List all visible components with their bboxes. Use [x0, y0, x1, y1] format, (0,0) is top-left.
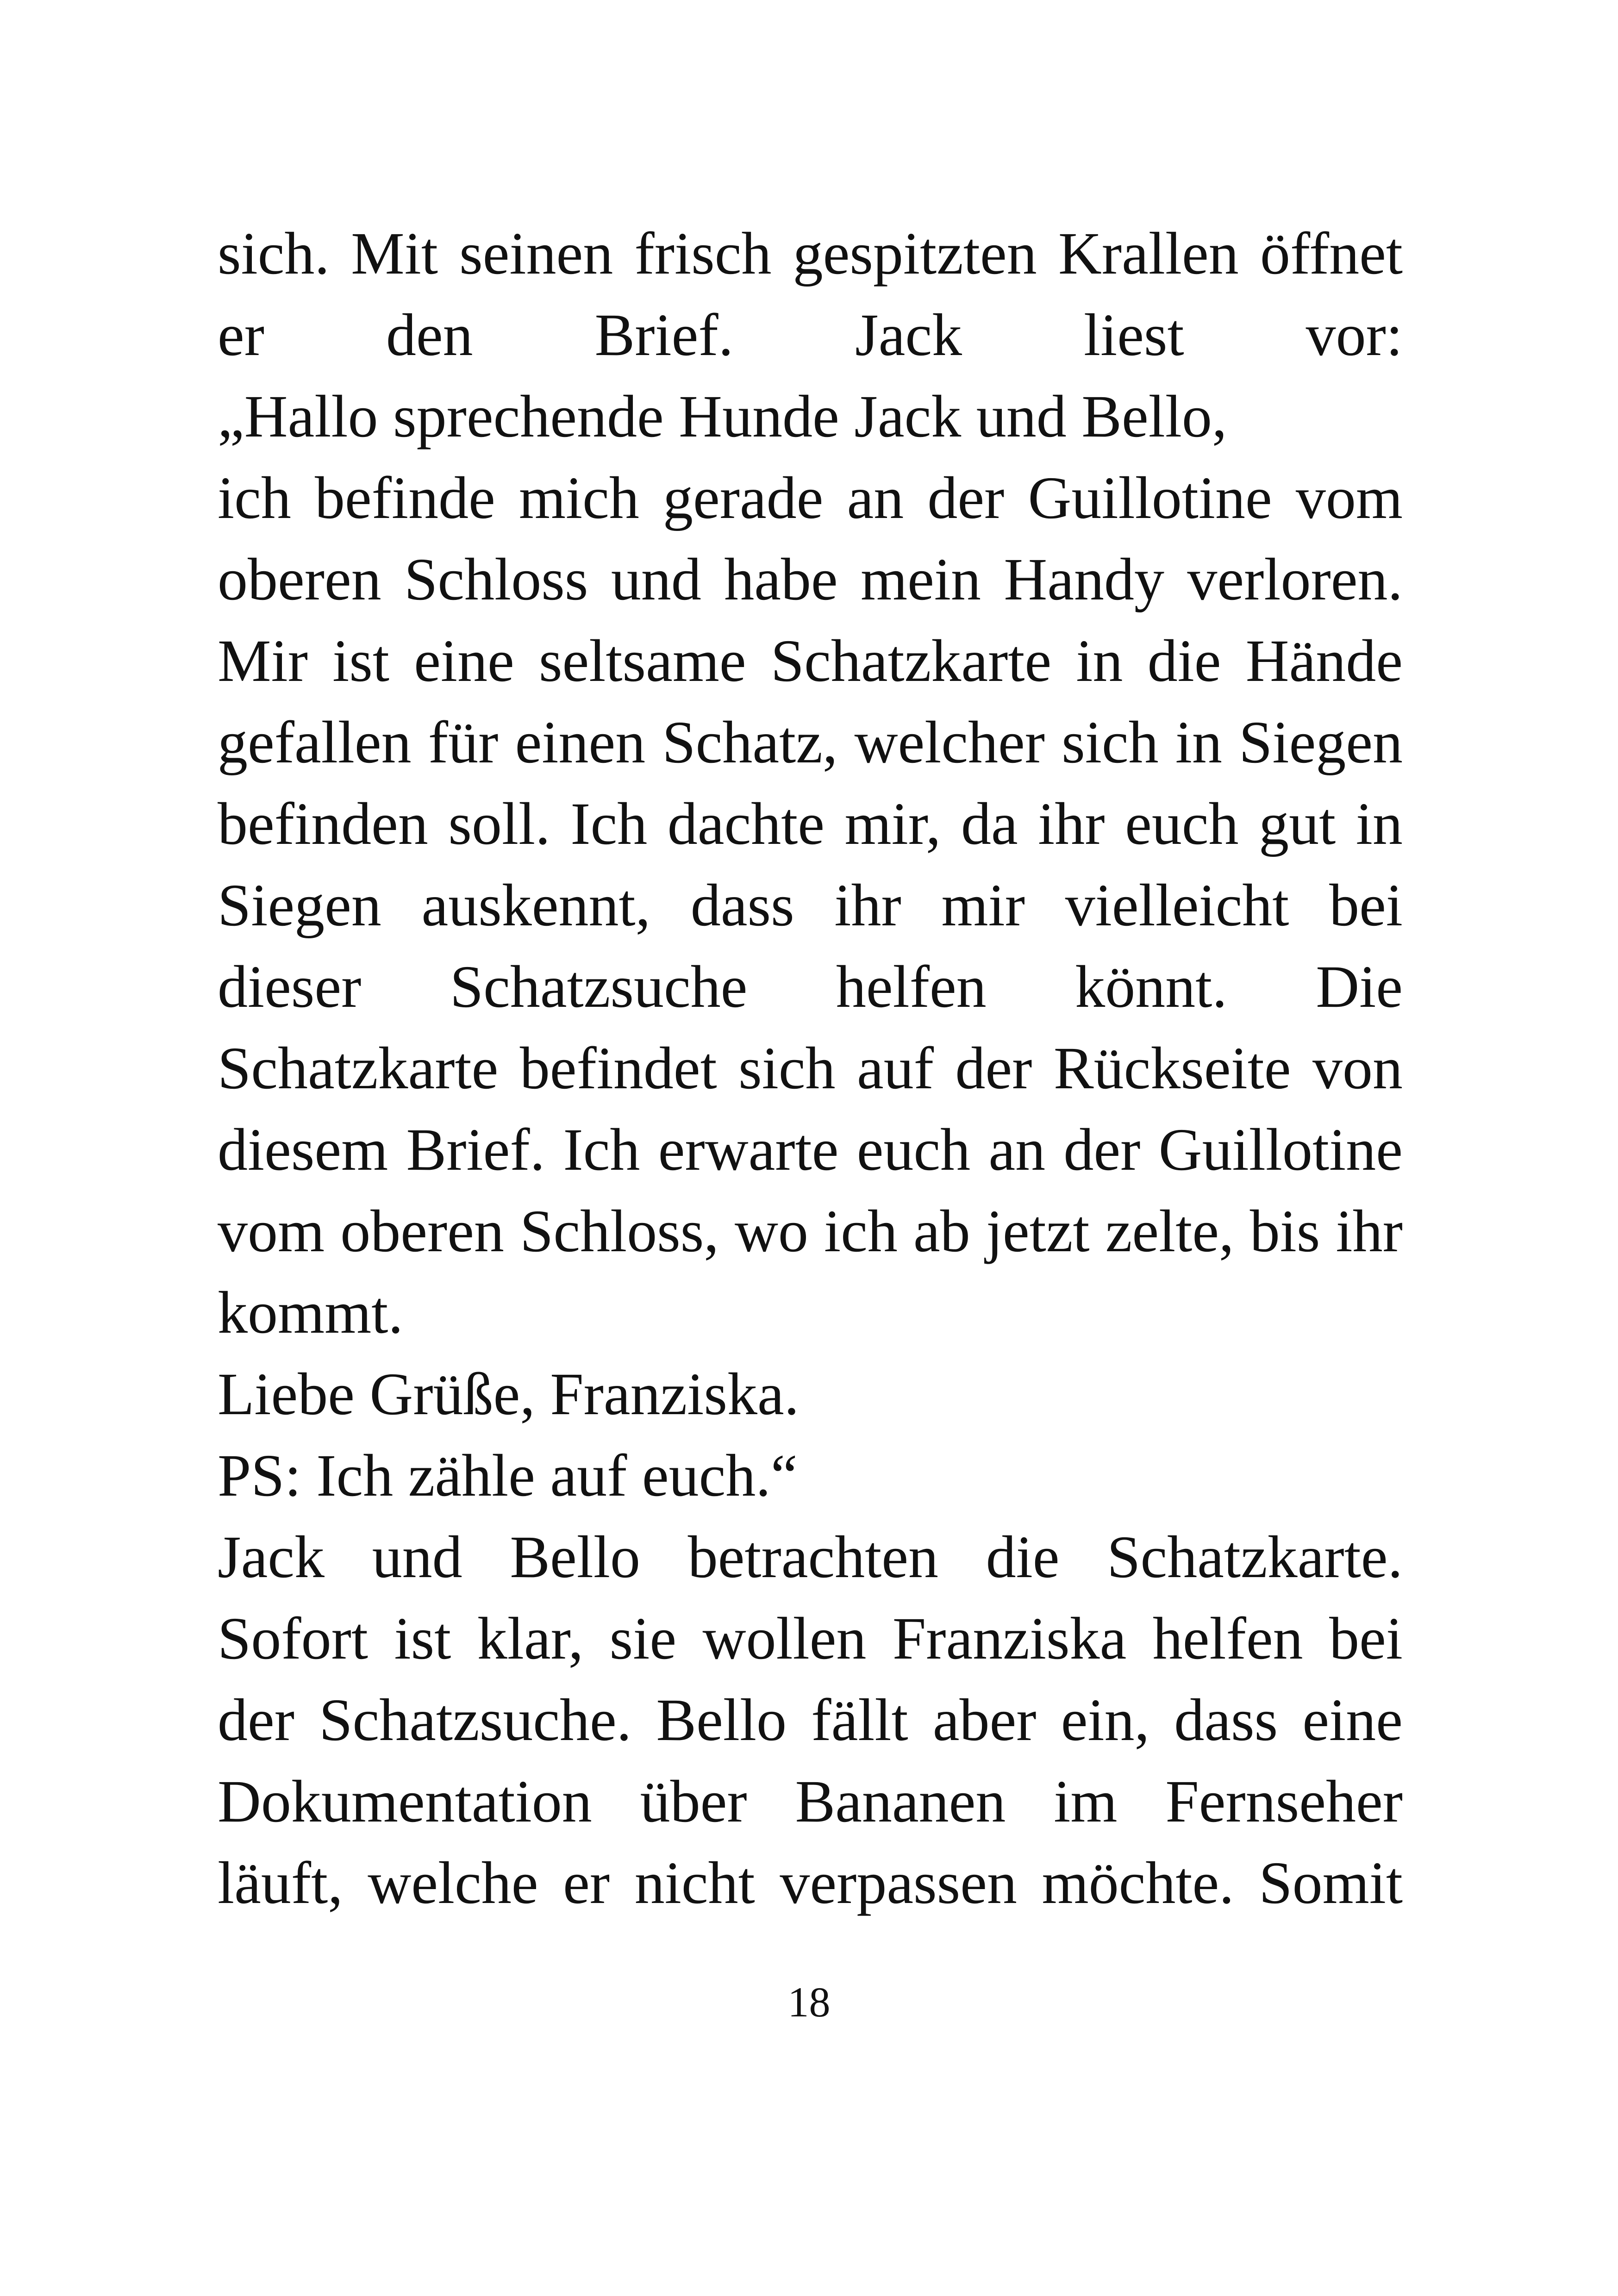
word: welche — [368, 1850, 538, 1916]
word: an — [988, 1117, 1046, 1183]
text-line — [218, 620, 1403, 702]
word: Die — [1316, 954, 1403, 1020]
word: habe — [724, 546, 838, 613]
word: seltsame — [538, 628, 746, 694]
word: Somit — [1259, 1850, 1403, 1916]
word: der — [218, 1687, 294, 1753]
word: an — [847, 465, 904, 531]
word: die — [1147, 628, 1221, 694]
word: über — [640, 1768, 747, 1835]
word: ihr — [1336, 1198, 1403, 1265]
word: ihr — [1038, 791, 1105, 857]
word: gefallen — [218, 709, 412, 776]
word: sich — [1062, 709, 1159, 776]
word: befinde — [314, 465, 495, 531]
word: Schatzkarte. — [1107, 1524, 1403, 1591]
text-line — [218, 213, 1403, 294]
word: ihr — [834, 872, 901, 939]
word: Rückseite — [1053, 1035, 1291, 1102]
word: bei — [1329, 1605, 1403, 1672]
word: mein — [861, 546, 981, 613]
word: klar, — [477, 1605, 584, 1672]
word: gespitzten — [793, 220, 1037, 287]
word: befinden — [218, 791, 428, 857]
word: ich — [824, 1198, 898, 1265]
word: bis — [1249, 1198, 1320, 1265]
word: vielleicht — [1065, 872, 1289, 939]
word: ab — [913, 1198, 970, 1265]
word: vor: — [1306, 302, 1403, 368]
word: Guillotine — [1028, 465, 1272, 531]
word: Schatzkarte — [218, 1035, 499, 1102]
word: vom — [1295, 465, 1403, 531]
text-line: Liebe Grüße, Franziska. — [218, 1361, 800, 1428]
word: mir — [941, 872, 1025, 939]
word: läuft, — [218, 1850, 343, 1916]
word: da — [961, 791, 1018, 857]
word: dieser — [218, 954, 362, 1020]
word: aber — [932, 1687, 1037, 1753]
word: mir, — [844, 791, 941, 857]
word: die — [986, 1524, 1060, 1591]
word: der — [1063, 1117, 1141, 1183]
word: auf — [857, 1035, 934, 1102]
text-line — [218, 539, 1403, 620]
word: euch — [856, 1117, 971, 1183]
text-line: „Hallo sprechende Hunde Jack und Bello, — [218, 383, 1227, 450]
word: der — [955, 1035, 1032, 1102]
word: Sofort — [218, 1605, 368, 1672]
word: dass — [690, 872, 794, 939]
word: Schatzsuche — [450, 954, 748, 1020]
word: Schatzsuche. — [319, 1687, 632, 1753]
word: er — [218, 302, 264, 368]
word: und — [372, 1524, 462, 1591]
word: liest — [1084, 302, 1184, 368]
text-line — [218, 702, 1403, 783]
word: diesem — [218, 1117, 388, 1183]
word: seinen — [459, 220, 613, 287]
word: euch — [1125, 791, 1239, 857]
word: sich — [738, 1035, 836, 1102]
word: Schatzkarte — [770, 628, 1052, 694]
word: auskennt, — [421, 872, 651, 939]
text-line — [218, 1761, 1403, 1842]
word: frisch — [634, 220, 772, 287]
word: Hände — [1245, 628, 1403, 694]
word: fällt — [811, 1687, 908, 1753]
word: eine — [414, 628, 514, 694]
word: Bello — [656, 1687, 787, 1753]
word: helfen — [1152, 1605, 1303, 1672]
word: und — [611, 546, 701, 613]
word: von — [1312, 1035, 1403, 1102]
word: mich — [519, 465, 639, 531]
word: möchte. — [1042, 1850, 1234, 1916]
word: Dokumentation — [218, 1768, 592, 1835]
word: sie — [609, 1605, 677, 1672]
word: Mir — [218, 628, 308, 694]
word: Brief. — [406, 1117, 545, 1183]
word: könnt. — [1075, 954, 1227, 1020]
text-line — [218, 1516, 1403, 1598]
word: verloren. — [1187, 546, 1403, 613]
word: gerade — [663, 465, 824, 531]
word: einen — [515, 709, 646, 776]
word: soll. — [448, 791, 550, 857]
word: dass — [1174, 1687, 1278, 1753]
word: Franziska — [892, 1605, 1127, 1672]
word: verpassen — [780, 1850, 1017, 1916]
word: Ich — [570, 791, 648, 857]
word: vom — [218, 1198, 325, 1265]
word: befindet — [519, 1035, 717, 1102]
word: öffnet — [1260, 220, 1403, 287]
word: betrachten — [687, 1524, 938, 1591]
word: in — [1175, 709, 1222, 776]
word: oberen — [218, 546, 381, 613]
text-line: PS: Ich zähle auf euch.“ — [218, 1442, 798, 1509]
body-text — [218, 213, 1403, 1924]
word: den — [386, 302, 473, 368]
word: Handy — [1004, 546, 1164, 613]
word: helfen — [836, 954, 987, 1020]
word: Fernseher — [1165, 1768, 1403, 1835]
word: bei — [1329, 872, 1403, 939]
text-line — [218, 1842, 1403, 1924]
text-line — [218, 294, 1403, 376]
word: oberen — [340, 1198, 504, 1265]
word: ist — [394, 1605, 451, 1672]
word: für — [428, 709, 499, 776]
word: Mit — [351, 220, 438, 287]
word: welcher — [854, 709, 1045, 776]
word: Ich — [563, 1117, 640, 1183]
text-line — [218, 1191, 1403, 1272]
word: Jack — [855, 302, 962, 368]
word: dachte — [667, 791, 825, 857]
word: eine — [1302, 1687, 1403, 1753]
word: zelte, — [1105, 1198, 1234, 1265]
word: wollen — [702, 1605, 867, 1672]
text-line: kommt. — [218, 1279, 403, 1346]
word: erwarte — [658, 1117, 839, 1183]
text-line — [218, 946, 1403, 1028]
word: Guillotine — [1158, 1117, 1403, 1183]
word: Jack — [218, 1524, 325, 1591]
word: im — [1054, 1768, 1118, 1835]
word: er — [563, 1850, 610, 1916]
word: Siegen — [218, 872, 381, 939]
word: Brief. — [594, 302, 734, 368]
page-number: 18 — [787, 1978, 831, 2026]
word: in — [1356, 791, 1403, 857]
word: Schatz, — [662, 709, 838, 776]
word: in — [1076, 628, 1123, 694]
text-line — [218, 865, 1403, 946]
word: nicht — [634, 1850, 755, 1916]
word: Bananen — [795, 1768, 1006, 1835]
text-line — [218, 1679, 1403, 1761]
word: ist — [332, 628, 390, 694]
text-line — [218, 1109, 1403, 1191]
text-line — [218, 783, 1403, 865]
word: wo — [735, 1198, 808, 1265]
word: Bello — [510, 1524, 640, 1591]
word: ich — [218, 465, 291, 531]
word: Krallen — [1058, 220, 1239, 287]
word: Schloss, — [520, 1198, 719, 1265]
word: Siegen — [1239, 709, 1403, 776]
text-line — [218, 1028, 1403, 1109]
word: sich. — [218, 220, 330, 287]
word: ein, — [1061, 1687, 1150, 1753]
word: der — [927, 465, 1005, 531]
word: jetzt — [986, 1198, 1090, 1265]
text-line — [218, 1598, 1403, 1679]
word: gut — [1259, 791, 1336, 857]
text-line — [218, 457, 1403, 539]
word: Schloss — [404, 546, 588, 613]
